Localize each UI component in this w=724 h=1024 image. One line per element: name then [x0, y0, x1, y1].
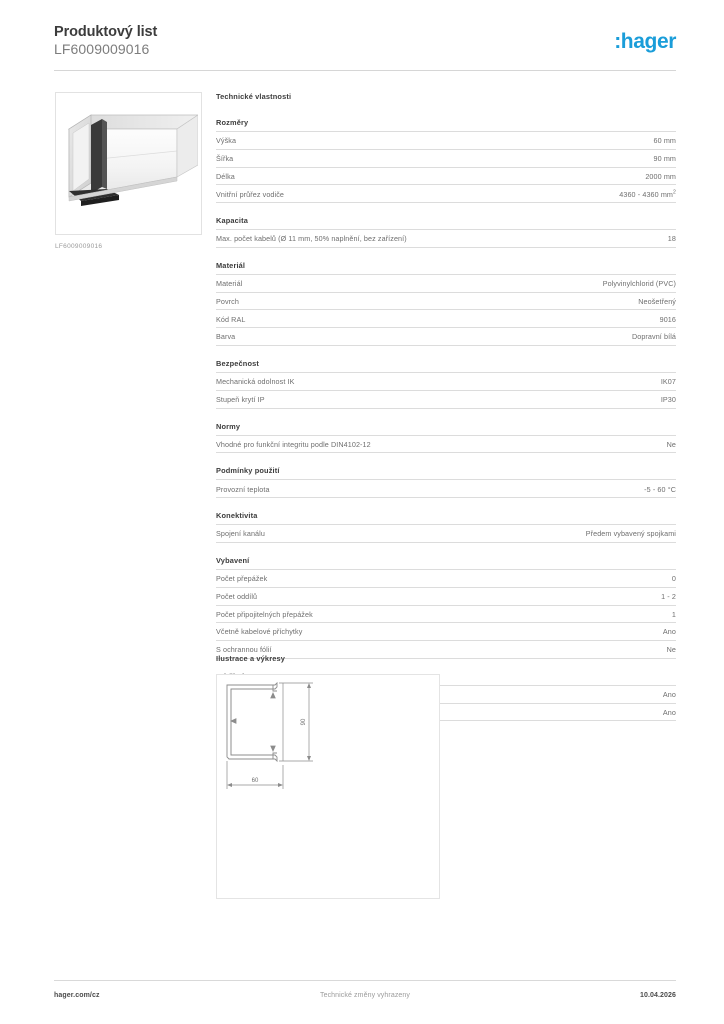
spec-row [216, 372, 676, 390]
spec-group-title: Vybavení [216, 555, 250, 565]
spec-row [216, 167, 676, 185]
drawings-section [216, 654, 676, 899]
spec-label: Počet připojitelných přepážek [216, 609, 313, 619]
page-footer [54, 992, 676, 1006]
spec-value: 1 [671, 609, 676, 619]
footer-divider [54, 980, 676, 981]
spec-group-title: Podmínky použití [216, 466, 280, 476]
spec-group-title: Normy [216, 421, 241, 431]
spec-value: IP30 [660, 395, 676, 404]
spec-groups-container [216, 118, 676, 721]
spec-value: Ne [666, 439, 676, 449]
spec-label: Kód RAL [216, 314, 246, 324]
spec-group-title: Bezpečnost [216, 359, 259, 369]
spec-label: Provozní teplota [216, 484, 270, 494]
drawings-heading: Ilustrace a výkresy [216, 654, 286, 663]
spec-value: Ne [666, 645, 676, 655]
spec-row [216, 622, 676, 640]
spec-value: IK07 [660, 377, 676, 387]
spec-row [216, 524, 676, 543]
spec-row [216, 131, 676, 149]
spec-group-title: Konektivita [216, 511, 258, 521]
spec-row [216, 569, 676, 587]
spec-row [216, 229, 676, 248]
spec-value: Ano [662, 690, 676, 700]
spec-row [216, 327, 676, 346]
spec-group-title: Kapacita [216, 216, 249, 226]
spec-label: Šířka [216, 153, 234, 163]
spec-value: Neošetřený [638, 296, 676, 306]
spec-group-title: Rozměry [216, 118, 249, 127]
spec-label: Výška [216, 136, 237, 146]
spec-row [216, 390, 676, 409]
hager-logo: :hager [614, 30, 676, 53]
page-title: Produktový list [54, 24, 158, 40]
spec-value: Předem vybavený spojkami [585, 529, 676, 539]
spec-group [216, 118, 676, 203]
spec-row [216, 292, 676, 310]
spec-value: Ano [662, 627, 676, 637]
trunking-profile-image [61, 105, 198, 225]
spec-value: 0 [671, 574, 676, 584]
footer-date: 10.04.2026 [639, 992, 676, 999]
spec-group [216, 556, 676, 659]
spec-value: 60 mm [653, 136, 676, 146]
footer-disclaimer: Technické změny vyhrazeny [319, 992, 411, 999]
product-image-caption: LF6009009016 [55, 243, 103, 250]
spec-label: Počet oddílů [216, 591, 258, 601]
cross-section-drawing [217, 675, 441, 900]
technical-specifications [216, 92, 676, 721]
dimension-height-label: 90 [301, 718, 307, 726]
spec-group [216, 511, 676, 543]
dimension-width-label: 60 [251, 778, 259, 784]
spec-value: Polyvinylchlorid (PVC) [602, 279, 676, 289]
spec-row [216, 479, 676, 498]
spec-row [216, 309, 676, 327]
product-image-frame [55, 92, 202, 235]
spec-label: Vnitřní průřez vodiče [216, 189, 285, 199]
spec-row [216, 149, 676, 167]
spec-value: Dopravní bílá [631, 332, 676, 342]
spec-value: 9016 [659, 314, 676, 324]
spec-label: Spojení kanálu [216, 529, 265, 539]
spec-label: Stupeň krytí IP [216, 395, 265, 404]
spec-label: Vhodné pro funkční integritu podle DIN4102-12 [216, 439, 371, 449]
spec-value: 18 [667, 234, 676, 244]
drawing-frame [216, 674, 440, 899]
spec-row [216, 274, 676, 292]
spec-label: Povrch [216, 296, 239, 306]
spec-row [216, 184, 676, 203]
spec-row [216, 605, 676, 623]
spec-value: -5 - 60 °C [644, 484, 676, 494]
spec-label: Včetně kabelové příchytky [216, 627, 303, 637]
spec-value: 90 mm [653, 153, 676, 163]
spec-label: Max. počet kabelů (Ø 11 mm, 50% naplnění, bez zařízení) [216, 234, 407, 244]
spec-value: 1 - 2 [661, 591, 676, 601]
spec-value: 4360 - 4360 $mm^2$ [619, 189, 676, 199]
spec-label: S ochrannou fólií [216, 645, 272, 655]
page-header [54, 24, 676, 72]
spec-row [216, 587, 676, 605]
header-divider [54, 70, 676, 71]
spec-group [216, 466, 676, 498]
spec-value: 2000 mm [645, 171, 676, 181]
spec-label: Materiál [216, 279, 243, 289]
spec-group [216, 261, 676, 346]
spec-group-title: Materiál [216, 260, 246, 270]
spec-label: Mechanická odolnost IK [216, 377, 295, 387]
spec-row [216, 435, 676, 454]
spec-group [216, 422, 676, 454]
spec-group [216, 216, 676, 248]
specs-heading: Technické vlastnosti [216, 92, 292, 101]
spec-group [216, 359, 676, 409]
product-reference: LF6009009016 [54, 41, 150, 57]
spec-label: Délka [216, 171, 235, 181]
footer-website[interactable]: hager.com/cz [54, 992, 100, 999]
spec-label: Počet přepážek [216, 574, 268, 584]
product-figure [55, 92, 202, 250]
spec-value: Ano [662, 707, 676, 717]
spec-label: Barva [216, 332, 236, 342]
